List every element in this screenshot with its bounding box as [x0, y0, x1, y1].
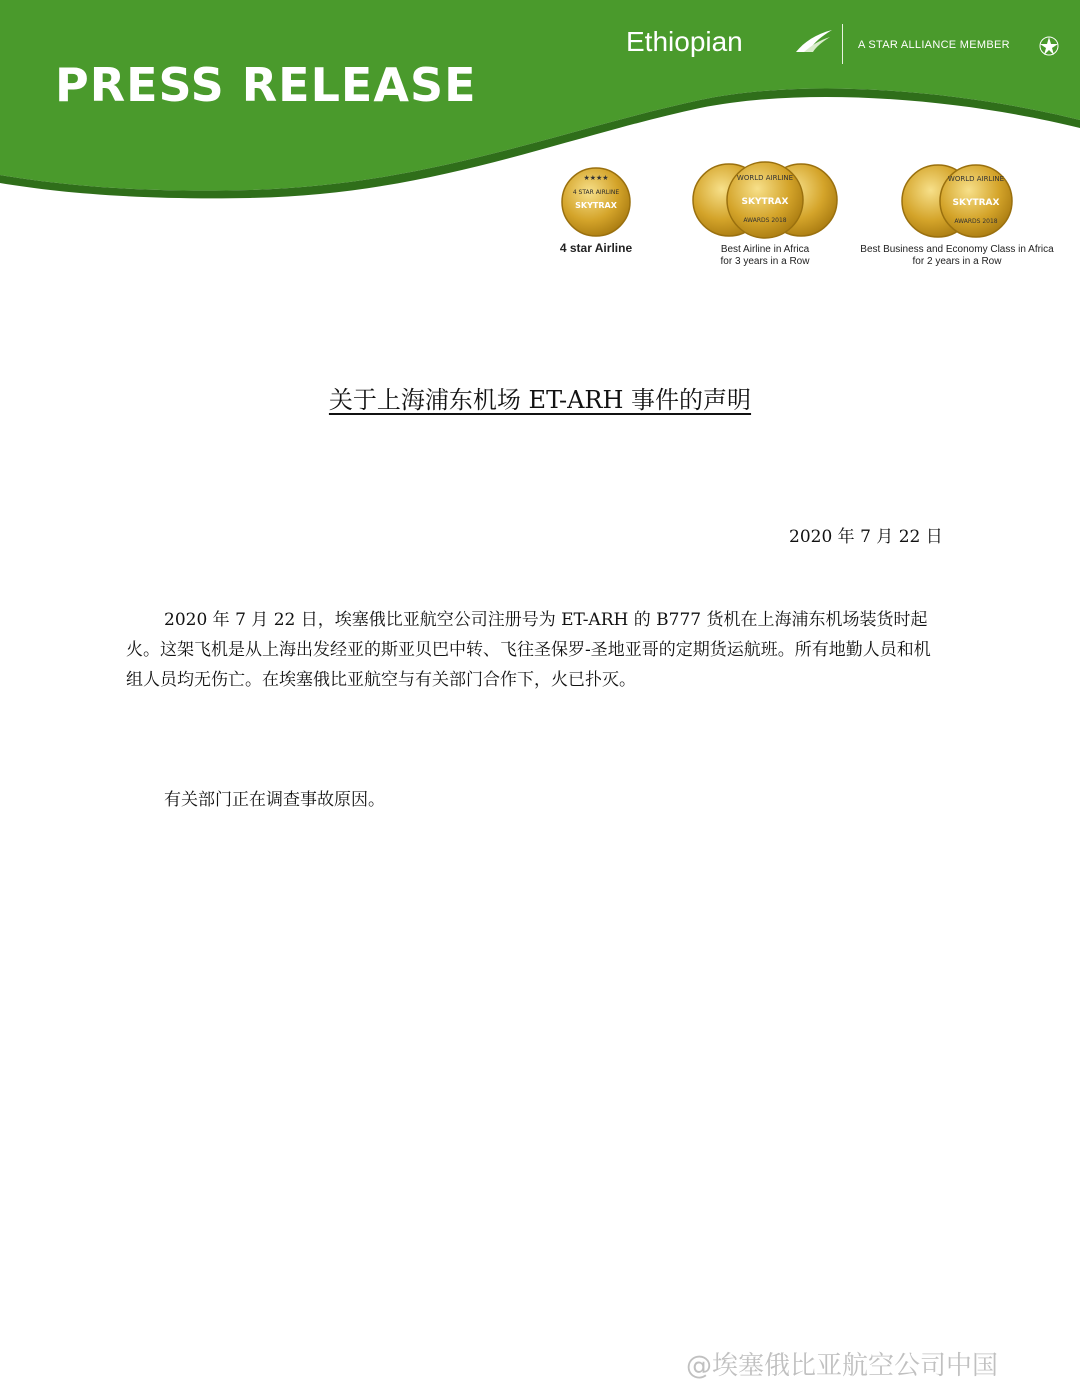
award-caption: Best Airline in Africa: [720, 244, 810, 255]
body-paragraph: 有关部门正在调查事故原因。: [164, 790, 385, 810]
badge-line: SKYTRAX: [741, 197, 789, 207]
star-alliance-icon: [1038, 35, 1060, 57]
badge-line: WORLD AIRLINE: [736, 174, 794, 182]
skytrax-badge-icon: [552, 166, 640, 238]
award-best-class: [852, 162, 1062, 268]
award-caption: 4 star Airline: [559, 241, 633, 255]
ethiopian-logo-text: Ethiopian: [626, 26, 743, 57]
document-date: 2020 年 7 月 22 日: [789, 527, 943, 547]
weibo-icon: [682, 1352, 683, 1353]
award-caption: for 3 years in a Row: [720, 256, 810, 267]
press-release-title: PRESS RELEASE: [55, 58, 477, 112]
award-4-star: [546, 166, 646, 254]
brand-divider: [842, 24, 843, 64]
badge-line: WORLD AIRLINE: [947, 175, 1005, 183]
wing-logo-icon: [794, 28, 834, 54]
skytrax-awards-icon: [685, 160, 845, 240]
badge-line: SKYTRAX: [575, 201, 617, 210]
award-best-airline: [680, 160, 850, 268]
weibo-watermark: @埃塞俄比亚航空公司中国: [686, 1351, 999, 1381]
star-alliance-text: A STAR ALLIANCE MEMBER: [858, 39, 1010, 51]
document-title: 关于上海浦东机场 ET-ARH 事件的声明: [328, 386, 752, 414]
svg-text:★★★★: ★★★★: [583, 174, 609, 182]
badge-line: 4 STAR AIRLINE: [572, 189, 620, 196]
skytrax-awards-icon: [892, 162, 1022, 240]
badge-line: AWARDS 2018: [954, 218, 998, 225]
award-caption: for 2 years in a Row: [912, 256, 1002, 267]
award-caption: Best Business and Economy Class in Africa: [860, 244, 1054, 255]
body-paragraph: 2020 年 7 月 22 日，埃塞俄比亚航空公司注册号为 ET-ARH 的 B777 货机在上海浦东机场装货时起火。这架飞机是从上海出发经亚的斯亚贝巴中转、飞往圣保罗-圣地亚哥的定期货运航班。所有地勤人员和机组人员均无伤亡。在埃塞俄比亚航空与有关部门合作下，火已扑灭。: [126, 610, 931, 690]
badge-line: SKYTRAX: [952, 198, 1000, 208]
badge-line: AWARDS 2018: [743, 217, 787, 224]
